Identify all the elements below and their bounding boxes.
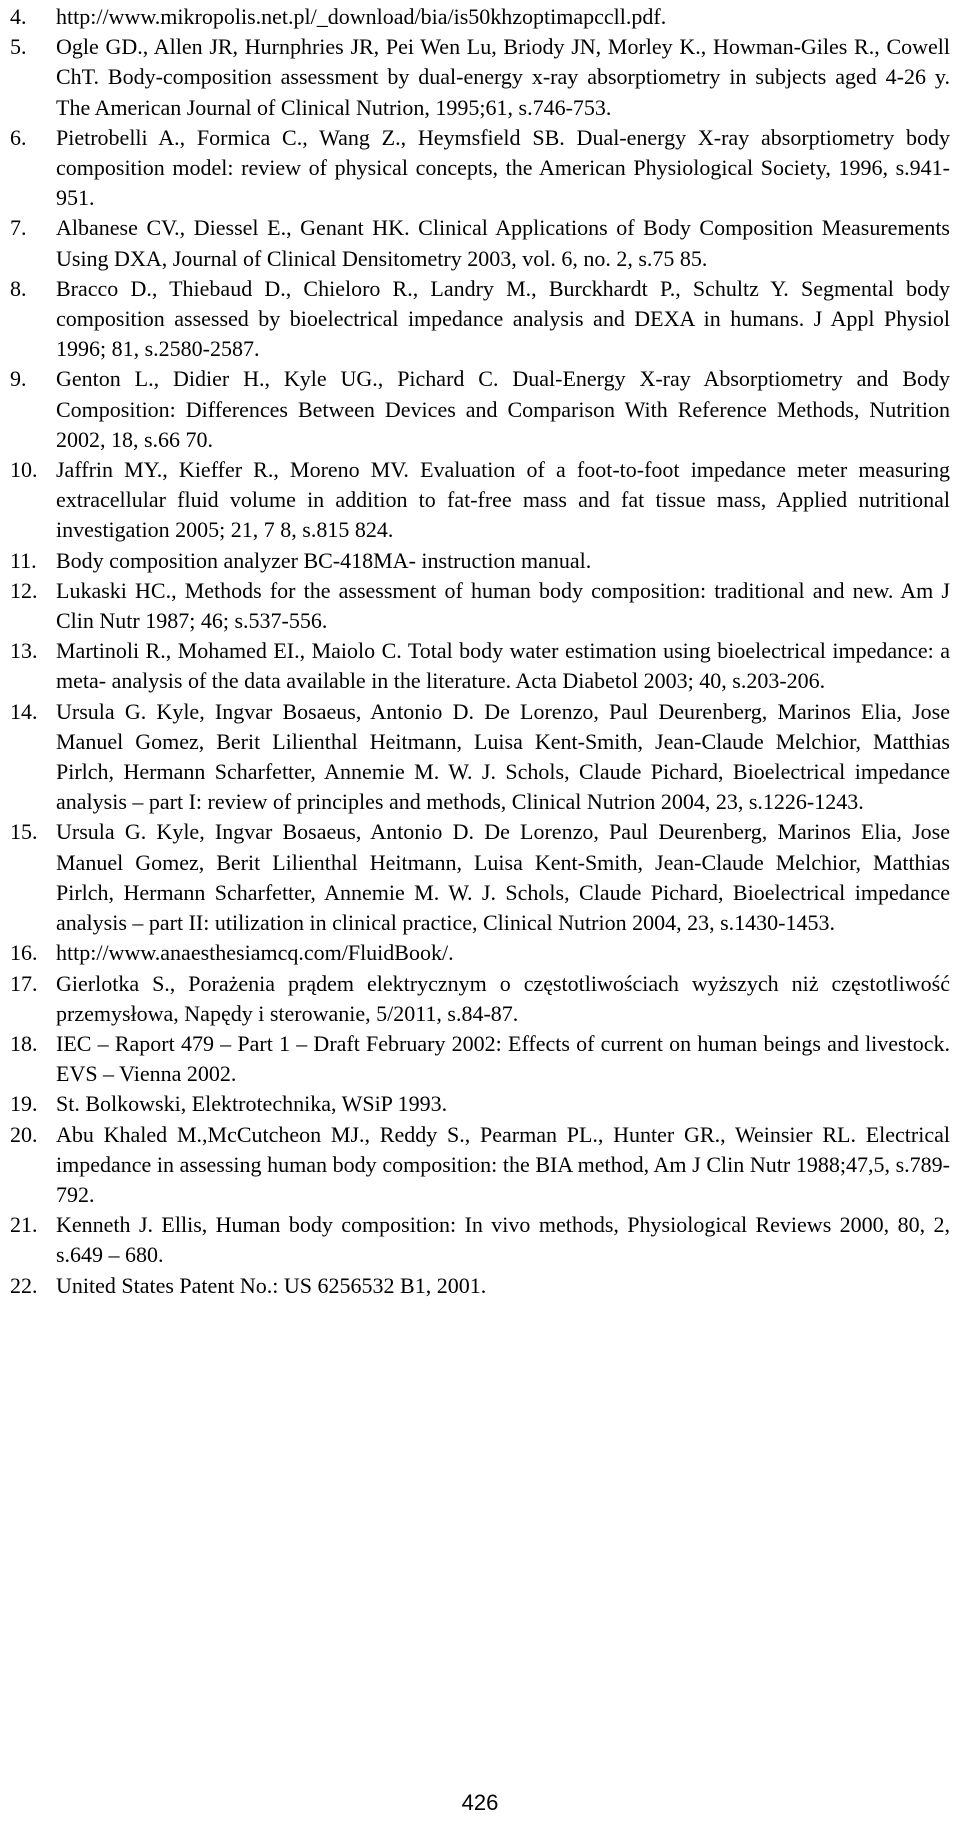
reference-number: 5.: [10, 34, 27, 60]
reference-text: Lukaski HC., Methods for the assessment of human body composition: traditional and new. Am J Clin Nutr 1987; 46; s.537-556.: [56, 577, 950, 634]
reference-text: Body composition analyzer BC-418MA- instruction manual.: [56, 547, 592, 573]
reference-item: [10, 576, 950, 636]
reference-item: [10, 697, 950, 818]
reference-number: 15.: [10, 819, 38, 845]
reference-item: [10, 364, 950, 455]
reference-text: Ursula G. Kyle, Ingvar Bosaeus, Antonio D. De Lorenzo, Paul Deurenberg, Marinos Elia, Jose Manuel Gomez, Berit Lilienthal Heitmann, Luisa Kent-Smith, Jean-Claude Melchior, Matthias Pirlch, Hermann Scharfetter, Annemie M. W. J. Schols, Claude Pichard, Bioelectrical impedance analysis – part I: review of principles and methods, Clinical Nutrion 2004, 23, s.1226-1243.: [56, 698, 950, 815]
reference-list: [10, 2, 950, 1301]
reference-item: [10, 1271, 950, 1301]
reference-number: 9.: [10, 366, 27, 392]
reference-text: Albanese CV., Diessel E., Genant HK. Clinical Applications of Body Composition Measurements Using DXA, Journal of Clinical Densitometry 2003, vol. 6, no. 2, s.75 85.: [56, 215, 950, 271]
reference-number: 18.: [10, 1030, 38, 1056]
reference-item: [10, 123, 950, 214]
reference-item: [10, 636, 950, 696]
reference-number: 21.: [10, 1212, 38, 1238]
reference-text: United States Patent No.: US 6256532 B1, 2001.: [56, 1272, 487, 1298]
reference-text: Ursula G. Kyle, Ingvar Bosaeus, Antonio D. De Lorenzo, Paul Deurenberg, Marinos Elia, Jose Manuel Gomez, Berit Lilienthal Heitmann, Luisa Kent-Smith, Jean-Claude Melchior, Matthias Pirlch, Hermann Scharfetter, Annemie M. W. J. Schols, Claude Pichard, Bioelectrical impedance analysis – part II: utilization in clinical practice, Clinical Nutrion 2004, 23, s.1430-1453.: [56, 819, 950, 936]
reference-item: [10, 1029, 950, 1089]
reference-item: [10, 817, 950, 938]
reference-item: [10, 1089, 950, 1119]
reference-text: http://www.anaesthesiamcq.com/FluidBook/.: [56, 940, 454, 966]
reference-text: Abu Khaled M.,McCutcheon MJ., Reddy S., Pearman PL., Hunter GR., Weinsier RL. Electrical impedance in assessing human body composition: the BIA method, Am J Clin Nutr 1988;47,5, s.789-792.: [56, 1121, 950, 1207]
reference-number: 14.: [10, 698, 38, 724]
reference-number: 17.: [10, 970, 38, 996]
reference-text: Ogle GD., Allen JR, Hurnphries JR, Pei Wen Lu, Briody JN, Morley K., Howman-Giles R., Cowell ChT. Body-composition assessment by dual-energy x-ray absorptiometry in subjects aged 4-26 y. The American Journal of Clinical Nutrion, 1995;61, s.746-753.: [56, 34, 950, 120]
reference-text: Jaffrin MY., Kieffer R., Moreno MV. Evaluation of a foot-to-foot impedance meter measuring extracellular fluid volume in addition to fat-free mass and fat tissue mass, Applied nutritional investigation 2005; 21, 7 8, s.815 824.: [56, 457, 950, 543]
reference-number: 13.: [10, 638, 38, 664]
reference-number: 22.: [10, 1272, 38, 1298]
reference-number: 12.: [10, 577, 38, 603]
reference-number: 20.: [10, 1121, 38, 1147]
reference-text: IEC – Raport 479 – Part 1 – Draft February 2002: Effects of current on human beings and livestock. EVS – Vienna 2002.: [56, 1030, 950, 1087]
reference-item: [10, 546, 950, 576]
reference-text: St. Bolkowski, Elektrotechnika, WSiP 1993.: [56, 1091, 448, 1117]
reference-item: [10, 2, 950, 32]
page-number: 426: [461, 1790, 499, 1815]
reference-item: [10, 1210, 950, 1270]
reference-text: Gierlotka S., Porażenia prądem elektrycznym o częstotliwościach wyższych niż częstotliwość przemysłowa, Napędy i sterowanie, 5/2011, s.84-87.: [56, 970, 950, 1026]
reference-text: Bracco D., Thiebaud D., Chieloro R., Landry M., Burckhardt P., Schultz Y. Segmental body composition assessed by bioelectrical impedance analysis and DEXA in humans. J Appl Physiol 1996; 81, s.2580-2587.: [56, 275, 950, 362]
reference-text: http://www.mikropolis.net.pl/_download/bia/is50khzoptimapccll.pdf.: [56, 4, 667, 29]
reference-item: [10, 32, 950, 123]
reference-number: 8.: [10, 275, 27, 301]
reference-item: [10, 213, 950, 273]
reference-text: Martinoli R., Mohamed EI., Maiolo C. Total body water estimation using bioelectrical impedance: a meta- analysis of the data available in the literature. Acta Diabetol 2003; 40, s.203-206.: [56, 638, 950, 694]
reference-item: [10, 969, 950, 1029]
reference-number: 11.: [10, 547, 37, 573]
reference-text: Genton L., Didier H., Kyle UG., Pichard C. Dual-Energy X-ray Absorptiometry and Body Composition: Differences Between Devices and Comparison With Reference Methods, Nutrition 2002, 18, s.66 70.: [56, 366, 950, 452]
reference-number: 16.: [10, 940, 38, 966]
reference-number: 6.: [10, 124, 27, 150]
reference-number: 7.: [10, 215, 27, 241]
reference-number: 4.: [10, 4, 27, 29]
reference-text: Kenneth J. Ellis, Human body composition: In vivo methods, Physiological Reviews 2000, 80, 2, s.649 – 680.: [56, 1212, 950, 1268]
reference-number: 19.: [10, 1091, 38, 1117]
reference-item: [10, 455, 950, 546]
reference-item: [10, 938, 950, 968]
reference-item: [10, 274, 950, 365]
reference-number: 10.: [10, 457, 38, 483]
reference-item: [10, 1120, 950, 1211]
reference-text: Pietrobelli A., Formica C., Wang Z., Heymsfield SB. Dual-energy X-ray absorptiometry body composition model: review of physical concepts, the American Physiological Society, 1996, s.941-951.: [56, 124, 950, 211]
